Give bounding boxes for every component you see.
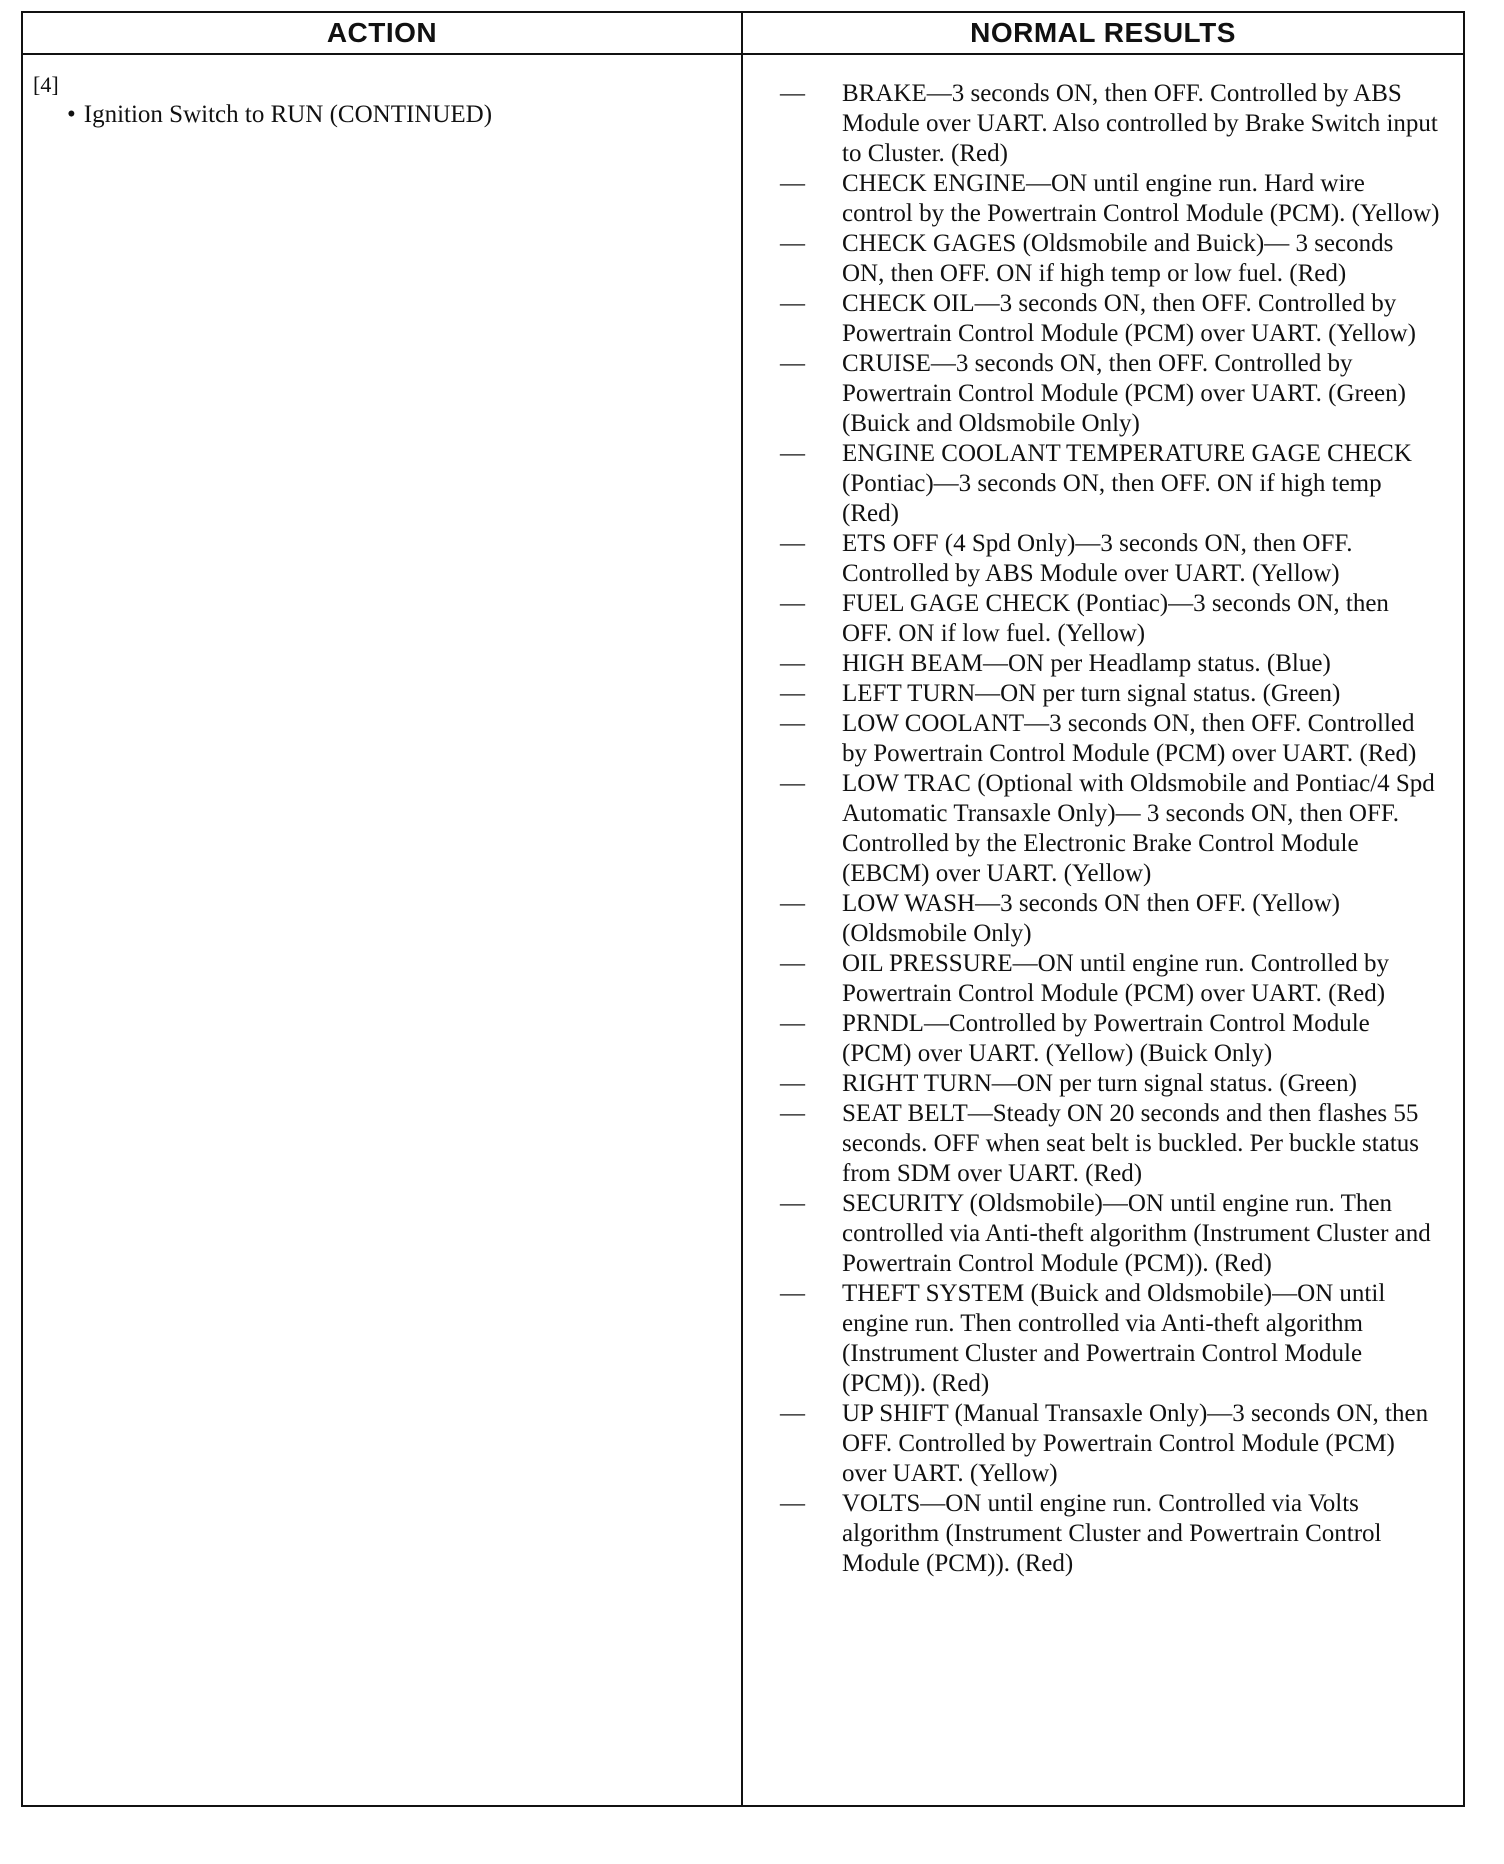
result-item [780,1069,1440,1099]
dash-icon: — [780,590,805,617]
column-divider [741,13,743,1805]
dash-icon: — [780,650,805,677]
dash-icon: — [780,1490,805,1517]
result-item [780,1489,1440,1579]
result-item [780,529,1440,589]
result-text: ENGINE COOLANT TEMPERATURE GAGE CHECK (Pontiac)—3 seconds ON, then OFF. ON if high temp (Red) [842,440,1412,527]
result-text: CHECK OIL—3 seconds ON, then OFF. Controlled by Powertrain Control Module (PCM) over UART. (Yellow) [842,290,1416,347]
result-item [780,649,1440,679]
result-text: UP SHIFT (Manual Transaxle Only)—3 seconds ON, then OFF. Controlled by Powertrain Control Module (PCM) over UART. (Yellow) [842,1400,1429,1487]
result-text: LOW WASH—3 seconds ON then OFF. (Yellow) (Oldsmobile Only) [842,890,1341,947]
result-text: HIGH BEAM—ON per Headlamp status. (Blue) [842,650,1331,677]
dash-icon: — [780,1010,805,1037]
dash-icon: — [780,710,805,737]
dash-icon: — [780,170,805,197]
dash-icon: — [780,890,805,917]
result-item [780,349,1440,439]
result-item [780,439,1440,529]
result-item [780,1279,1440,1399]
result-item [780,169,1440,229]
dash-icon: — [780,770,805,797]
result-text: CRUISE—3 seconds ON, then OFF. Controlled by Powertrain Control Module (PCM) over UART. (Green) (Buick and Oldsmobile Only) [842,350,1406,437]
dash-icon: — [780,290,805,317]
result-text: ETS OFF (4 Spd Only)—3 seconds ON, then OFF. Controlled by ABS Module over UART. (Yellow) [842,530,1353,587]
result-item [780,79,1440,169]
result-text: FUEL GAGE CHECK (Pontiac)—3 seconds ON, then OFF. ON if low fuel. (Yellow) [842,590,1389,647]
result-item [780,709,1440,769]
result-text: RIGHT TURN—ON per turn signal status. (Green) [842,1070,1357,1097]
bullet-icon: • [67,101,76,128]
header-normal-results: NORMAL RESULTS [970,17,1236,48]
result-text: OIL PRESSURE—ON until engine run. Controlled by Powertrain Control Module (PCM) over UART. (Red) [842,950,1389,1007]
table-header-row [23,13,1463,55]
dash-icon: — [780,950,805,977]
dash-icon: — [780,1100,805,1127]
dash-icon: — [780,80,805,107]
dash-icon: — [780,230,805,257]
result-text: CHECK GAGES (Oldsmobile and Buick)— 3 seconds ON, then OFF. ON if high temp or low fuel. (Red) [842,230,1394,287]
dash-icon: — [780,1070,805,1097]
result-item [780,889,1440,949]
result-item [780,289,1440,349]
dash-icon: — [780,1190,805,1217]
result-item [780,589,1440,649]
normal-results-list [780,79,1440,1579]
result-item [780,769,1440,889]
result-text: THEFT SYSTEM (Buick and Oldsmobile)—ON until engine run. Then controlled via Anti-theft algorithm (Instrument Cluster and Powertrain Control Module (PCM)). (Red) [842,1280,1386,1397]
result-text: CHECK ENGINE—ON until engine run. Hard wire control by the Powertrain Control Module (PCM). (Yellow) [842,170,1440,227]
result-text: BRAKE—3 seconds ON, then OFF. Controlled by ABS Module over UART. Also controlled by Brake Switch input to Cluster. (Red) [842,80,1438,167]
result-item [780,1009,1440,1069]
step-number: [4] [33,72,59,97]
result-item [780,1099,1440,1189]
result-item [780,679,1440,709]
result-text: LEFT TURN—ON per turn signal status. (Green) [842,680,1341,707]
dash-icon: — [780,530,805,557]
action-item [67,100,492,130]
action-text: Ignition Switch to RUN (CONTINUED) [83,101,493,128]
dash-icon: — [780,1400,805,1427]
result-text: SEAT BELT—Steady ON 20 seconds and then flashes 55 seconds. OFF when seat belt is buckled. Per buckle status from SDM over UART. (Red) [842,1100,1419,1187]
result-text: LOW COOLANT—3 seconds ON, then OFF. Controlled by Powertrain Control Module (PCM) over UART. (Red) [842,710,1417,767]
result-text: LOW TRAC (Optional with Oldsmobile and Pontiac/4 Spd Automatic Transaxle Only)— 3 seconds ON, then OFF. Controlled by the Electronic Brake Control Module (EBCM) over UART. (Yellow) [842,770,1435,887]
result-text: VOLTS—ON until engine run. Controlled via Volts algorithm (Instrument Cluster and Powertrain Control Module (PCM)). (Red) [842,1490,1382,1577]
result-item [780,949,1440,1009]
header-action: ACTION [326,17,438,48]
dash-icon: — [780,1280,805,1307]
result-item [780,1189,1440,1279]
dash-icon: — [780,350,805,377]
dash-icon: — [780,440,805,467]
result-item [780,1399,1440,1489]
result-text: PRNDL—Controlled by Powertrain Control Module (PCM) over UART. (Yellow) (Buick Only) [842,1010,1370,1067]
result-text: SECURITY (Oldsmobile)—ON until engine run. Then controlled via Anti-theft algorithm (Instrument Cluster and Powertrain Control Module (PCM)). (Red) [842,1190,1431,1277]
dash-icon: — [780,680,805,707]
result-item [780,229,1440,289]
